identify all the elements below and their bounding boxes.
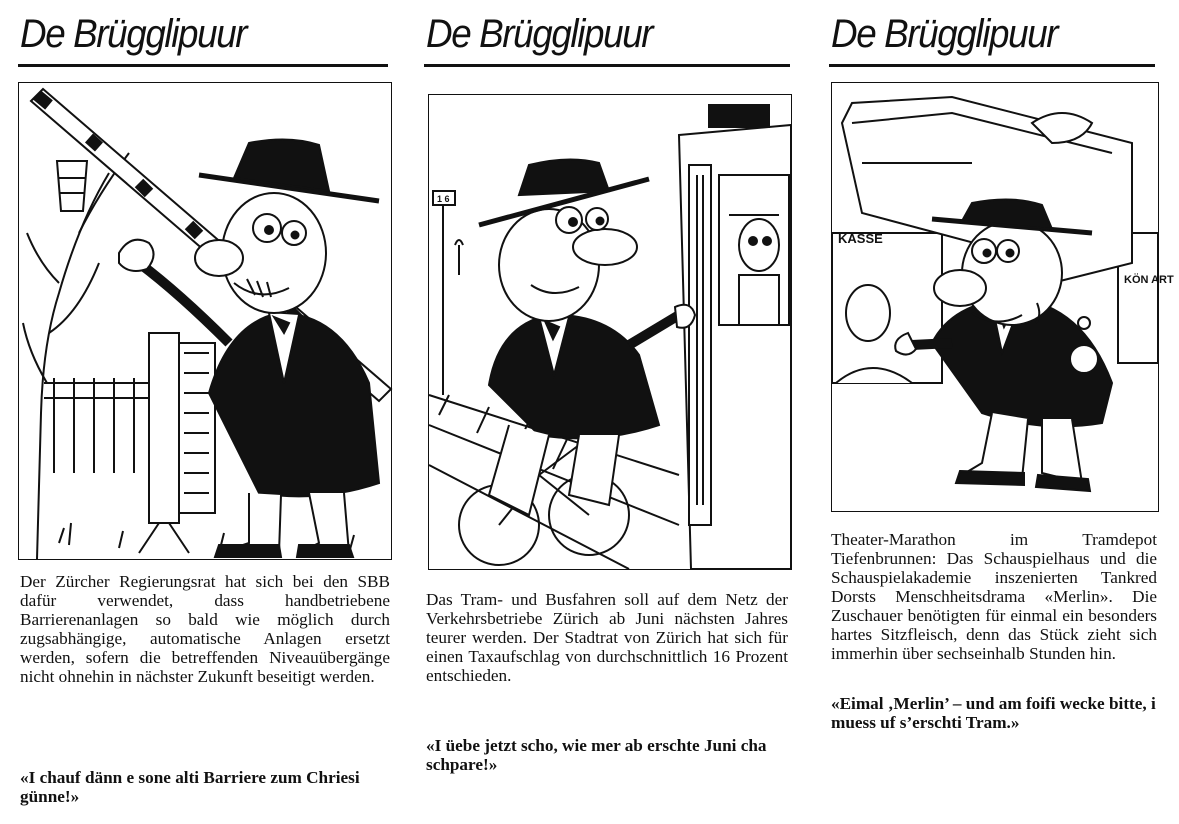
quote-text: «I chauf dänn e sone alti Barriere zum Chriesi günne!»: [20, 768, 360, 806]
caption-text: Das Tram- und Busfahren soll auf dem Netz der Verkehrsbetriebe Zürich ab Juni nächsten Jahres teurer werden. Der Stadtrat von Zürich hat sich für einen Taxaufschlag von durchschnittlich 16 Prozent entschieden.: [426, 590, 788, 685]
title-rule: [829, 64, 1155, 67]
cartoon-illustration: [429, 95, 791, 569]
title-rule: [424, 64, 790, 67]
tram-stop-sign-text: 1 6: [437, 194, 450, 204]
poster-text: KÖN ART: [1124, 274, 1174, 286]
tree-trunk: [37, 173, 109, 559]
quote-text: «I üebe jetzt scho, wie mer ab erschte Juni cha schpare!»: [426, 736, 767, 774]
strip-title: De Brügglipuur: [426, 12, 653, 56]
strip-title: De Brügglipuur: [831, 12, 1058, 56]
cartoon-illustration: [832, 83, 1174, 511]
strip-title: De Brügglipuur: [20, 12, 247, 56]
caption-text: Theater-Marathon im Tramdepot Tiefenbrunnen: Das Schauspielhaus und die Schauspielakademie inszenierten Tankred Dorsts Menschheitsdrama «Merlin». Die Zuschauer benötigten für einmal ein besonders hartes Sitzfleisch, denn das Stück zieht sich immerhin über sechseinhalb Stunden hin.: [831, 530, 1157, 663]
quote-text: «Eimal ‚Merlin’ – und am foifi wecke bitte, i muess uf s’erschti Tram.»: [831, 694, 1156, 732]
kasse-sign: KASSE: [838, 231, 883, 246]
cartoon-panel-barrier: [18, 82, 392, 560]
cartoon-illustration: [19, 83, 391, 559]
caption-text: Der Zürcher Regierungsrat hat sich bei den SBB dafür verwendet, dass handbetriebene Barrierenanlagen so bald wie möglich durch zugsabhängige, automatische Anlagen ersetzt werden, sofern die betreffenden Niveauübergänge nicht ohnehin in nächster Zukunft beseitigt werden.: [20, 572, 390, 686]
cartoon-panel-tram: [428, 94, 792, 570]
cartoon-panel-theater: [831, 82, 1174, 512]
title-rule: [18, 64, 388, 67]
